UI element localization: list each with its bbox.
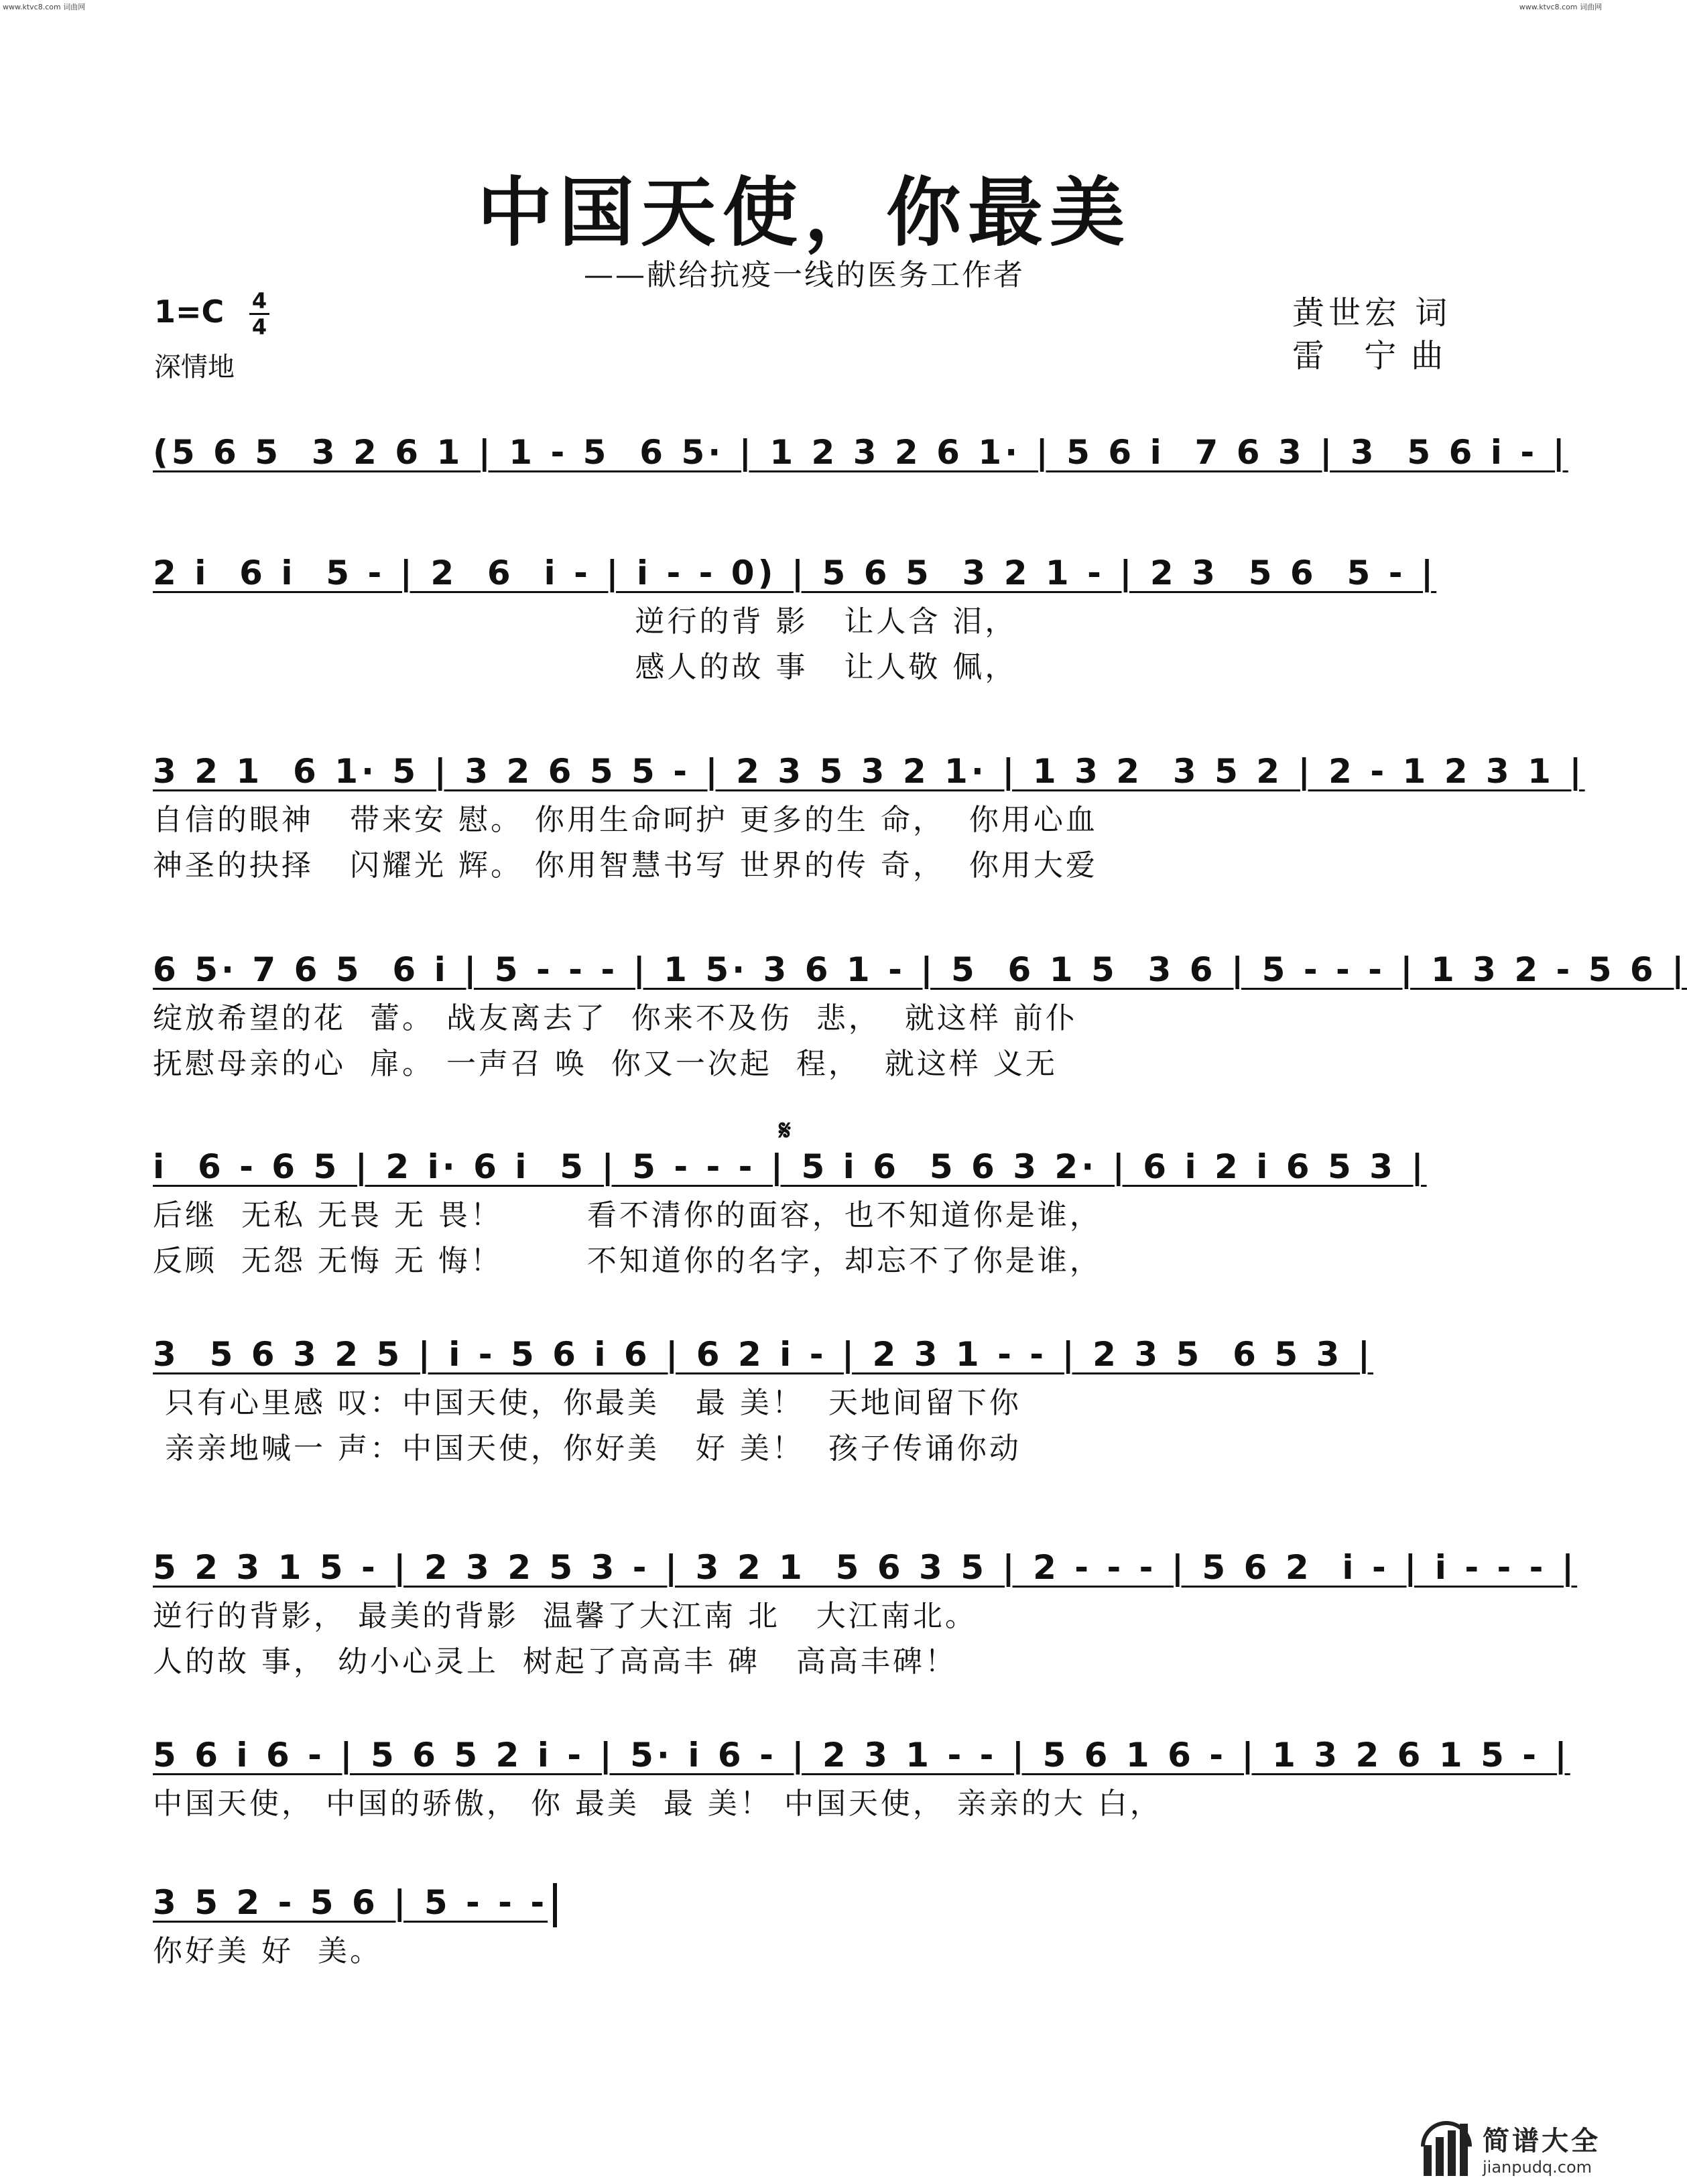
composer-credit: 雷 宁曲 [1292,337,1458,375]
lyric-verse-1: 绽放希望的花 蕾。 战友离去了 你来不及伤 悲， 就这样 前仆 [153,1001,1078,1035]
lyric-verse-1: 逆行的背 影 让人含 泪， [153,604,1017,639]
tempo-marking: 深情地 [154,352,235,383]
staff-4 [153,944,1687,1087]
song-subtitle: ——献给抗疫一线的医务工作者 [584,258,1025,292]
time-signature-bottom: 4 [251,314,267,340]
lyric-verse-2: 抚慰母亲的心 扉。 一声召 唤 你又一次起 程， 就这样 义无 [153,1047,1058,1081]
staff-6 [153,1328,1454,1472]
lyric-verse-2: 感人的故 事 让人敬 佩， [153,650,1017,684]
lyric-verse-2: 神圣的抉择 闪耀光 辉。 你用智慧书写 世界的传 奇， 你用大爱 [153,848,1098,883]
staff-2 [153,547,1454,690]
staff-notes: 5 6 i 6 - | 5 6 5 2 i - | 5· i 6 - | 2 3 1 - - | 5 6 1 6 - | 1 3 2 6 1 5 - | [153,1736,1570,1775]
time-signature-top: 4 [251,288,267,314]
lyric-verse-2: 亲亲地喊一 声：中国天使，你好美 好 美！ 孩子传诵你动 [153,1431,1021,1466]
logo-url: jianpudq.com [1483,2157,1592,2177]
lyric-verse-2: 反顾 无怨 无悔 无 悔！ 不知道你的名字，却忘不了你是谁， [153,1244,1102,1278]
staff-notes: 2 i 6 i 5 - | 2 6 i - | i - - 0) | 5 6 5 3 2 1 - | 2 3 5 6 5 - | [153,554,1437,592]
staff-9 [153,1876,1454,1974]
site-watermark-left: www.ktvc8.com 词曲网 [3,3,86,11]
song-title: 中国天使，你最美 [477,169,1131,257]
lyric-verse-1: 后继 无私 无畏 无 畏！ 看不清你的面容，也不知道你是谁， [153,1198,1102,1232]
staff-notes: 3 2 1 6 1· 5 | 3 2 6 5 5 - | 2 3 5 3 2 1· | 1 3 2 3 5 2 | 2 - 1 2 3 1 | [153,752,1585,791]
staff-notes [153,1876,548,1929]
piano-keys-icon [1420,2120,1476,2176]
lyricist-credit: 黄世宏 词 [1292,294,1452,332]
segno-sign: 𝄋 [779,1114,792,1147]
site-watermark-right: www.ktvc8.com 词曲网 [1519,3,1602,11]
staff-notes: i 6 - 6 5 | 2 i· 6 i 5 | 5 - - - | 5 i 6 5 6 3 2· | 6 i 2 i 6 5 3 | [153,1147,1427,1186]
staff-1 [153,426,1568,478]
staff-notes: 5 2 3 1 5 - | 2 3 2 5 3 - | 3 2 1 5 6 3 5 | 2 - - - | 5 6 2 i - | i - - - | [153,1548,1578,1587]
time-signature [249,290,269,338]
lyric-verse-1: 中国天使， 中国的骄傲， 你 最美 最 美！ 中国天使， 亲亲的大 白， [153,1787,1162,1821]
logo-name: 简谱大全 [1483,2125,1601,2157]
lyric-verse-1: 自信的眼神 带来安 慰。 你用生命呵护 更多的生 命， 你用心血 [153,803,1098,837]
staff-notes: 3 5 6 3 2 5 | i - 5 6 i 6 | 6 2 i - | 2 3 1 - - | 2 3 5 6 5 3 | [153,1335,1373,1374]
staff-8 [153,1729,1570,1827]
final-barline [553,1883,557,1927]
staff-3 [153,745,1585,889]
lyric-verse-1: 你好美 好 美。 [153,1934,382,1968]
lyric-verse-2: 人的故 事， 幼小心灵上 树起了高高丰 碑 高高丰碑！ [153,1645,957,1679]
staff-notes: 6 5· 7 6 5 6 i | 5 - - - | 1 5· 3 6 1 - | 5 6 1 5 3 6 | 5 - - - | 1 3 2 - 5 6 | [153,950,1687,989]
staff-notes: (5 6 5 3 2 6 1 | 1 - 5 6 5· | 1 2 3 2 6 1· | 5 6 i 7 6 3 | 3 5 6 i - | [153,433,1568,472]
lyric-verse-1: 只有心里感 叹：中国天使，你最美 最 美！ 天地间留下你 [153,1386,1021,1420]
staff-7 [153,1541,1578,1685]
staff-5 [153,1141,1454,1284]
site-logo [1420,2119,1601,2177]
lyric-verse-1: 逆行的背影， 最美的背影 温馨了大江南 北 大江南北。 [153,1599,977,1633]
key-signature: 1=C [154,294,225,330]
staff-notes-text: 3 5 2 - 5 6 | 5 - - - [153,1883,548,1922]
